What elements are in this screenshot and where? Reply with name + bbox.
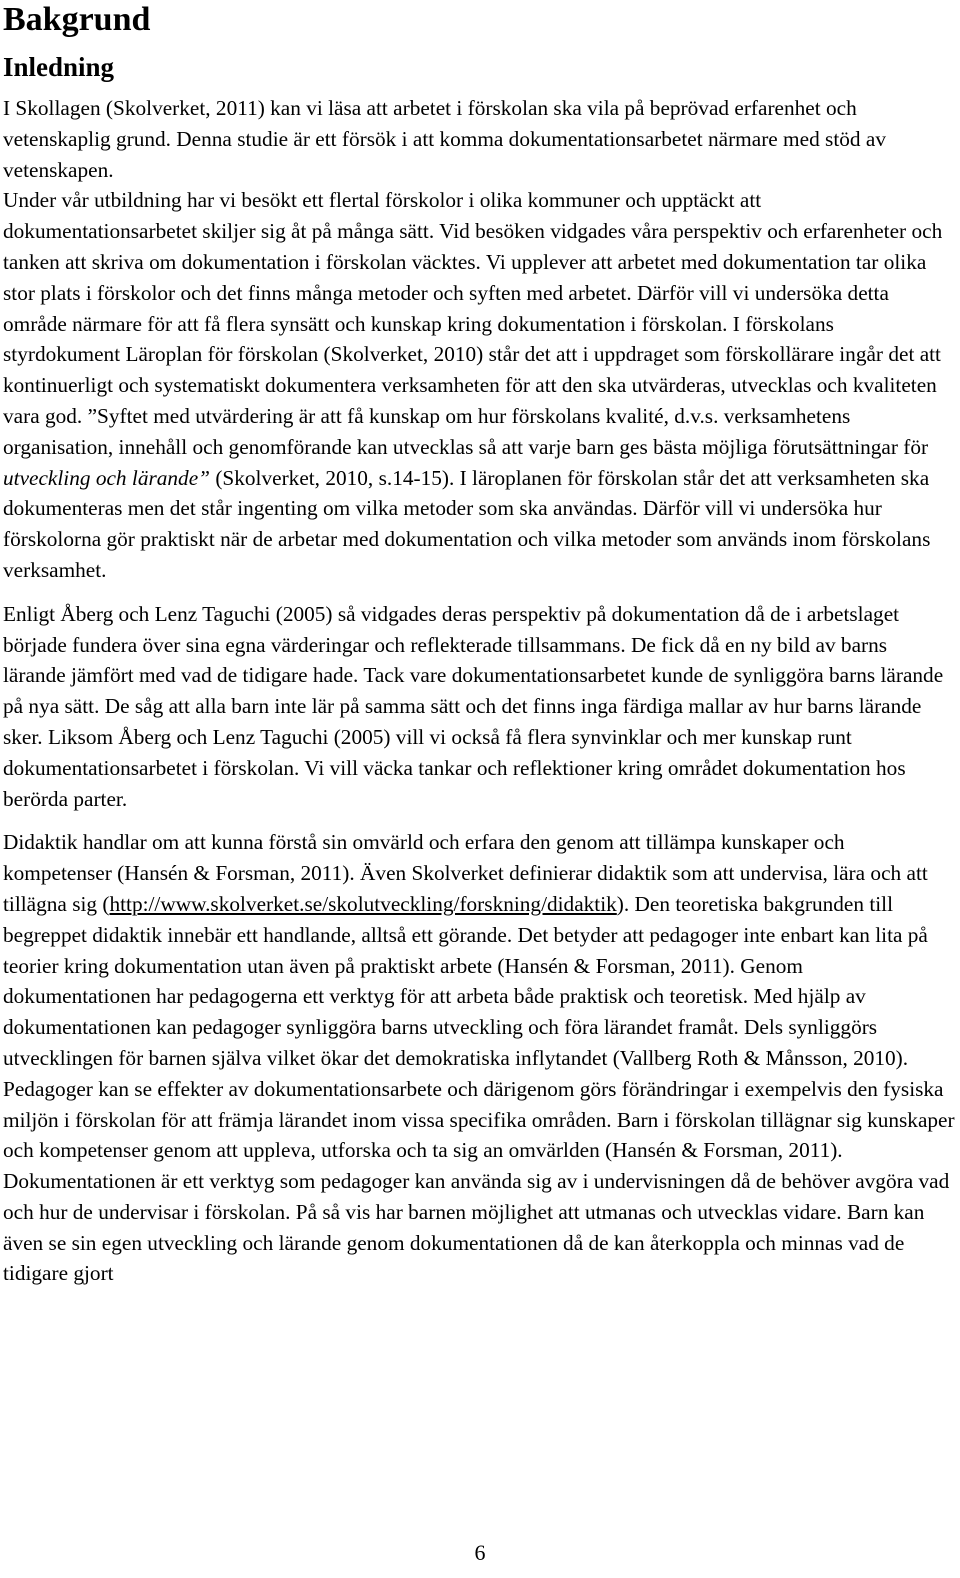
paragraph-background [3, 185, 955, 585]
quote-italic: utveckling och lärande” [3, 465, 210, 490]
section-heading: Inledning [3, 52, 115, 82]
paragraph-intro: I Skollagen (Skolverket, 2011) kan vi läsa att arbetet i förskolan ska vila på beprövad erfarenhet och vetenskaplig grund. Denna studie är ett försök i att komma dokumentationsarbetet närmare med stöd av vetenskapen. [3, 96, 886, 182]
document-title: Bakgrund [3, 1, 151, 38]
skolverket-link[interactable]: http://www.skolverket.se/skolutveckling/forskning/didaktik [109, 891, 617, 916]
paragraph-background-text-1: Under vår utbildning har vi besökt ett flertal förskolor i olika kommuner och upptäckt att dokumentationsarbetet skiljer sig åt på många sätt. Vid besöken vidgades våra perspektiv och erfarenheter och tanken att skriva om dokumentation i förskolan väcktes. Vi upplever att arbetet med dokumentation tar olika stor plats i förskolor och det finns många metoder och syften med arbetet. Därför vill vi undersöka detta område närmare för att få flera synsätt och kunskap kring dokumentation i förskolan. I förskolans styrdokument Läroplan för förskolan (Skolverket, 2010) står det att i uppdraget som förskollärare ingår det att kontinuerligt och systematiskt dokumentera verksamheten för att den ska utvärderas, utvecklas och kvaliteten vara god. ”Syftet med utvärdering är att få kunskap om hur förskolans kvalité, d.v.s. verksamhetens organisation, innehåll och genomförande kan utvecklas så att varje barn ges bästa möjliga förutsättningar för [3, 188, 943, 459]
page-number: 6 [474, 1540, 486, 1565]
paragraph-didaktik-text-1: Didaktik handlar om att kunna förstå sin omvärld och erfara den genom att tillämpa kunskaper och kompetenser (Hansén & Forsman, 2011). Även Skolverket definierar didaktik som att undervisa, lära och att tillägna sig ( [3, 830, 928, 916]
paragraph-didaktik [3, 827, 955, 1289]
paragraph-aberg: Enligt Åberg och Lenz Taguchi (2005) så vidgades deras perspektiv på dokumentation då de i arbetslaget började fundera över sina egna värderingar och reflekterade tillsammans. De fick då en ny bild av barns lärande jämfört med vad de tidigare hade. Tack vare dokumentationsarbetet kunde de synliggöra barns lärande på nya sätt. De såg att alla barn inte lär på samma sätt och det finns inga färdiga mallar av hur barns lärande sker. Liksom Åberg och Lenz Taguchi (2005) vill vi också få flera synvinklar och mer kunskap runt dokumentationsarbetet i förskolan. Vi vill väcka tankar och reflektioner kring området dokumentation hos berörda parter. [3, 601, 944, 811]
paragraph-background-text-2: (Skolverket, 2010, s.14-15). I läroplanen för förskolan står det att verksamheten ska dokumenteras men det står ingenting om vilka metoder som ska användas. Därför vill vi undersöka hur förskolorna gör praktiskt när de arbetar med dokumentation och vilka metoder som används inom förskolans verksamhet. [3, 465, 931, 582]
document-page [3, 0, 955, 1289]
paragraph-didaktik-text-2: ). Den teoretiska bakgrunden till begreppet didaktik innebär ett handlande, alltså ett görande. Det betyder att pedagoger inte enbart kan lita på teorier kring dokumentation utan även på praktiskt arbete (Hansén & Forsman, 2011). Genom dokumentationen har pedagogerna ett verktyg för att arbeta både praktisk och teoretisk. Med hjälp av dokumentationen kan pedagoger synliggöra barns utveckling och föra lärandet framåt. Dels synliggörs utvecklingen för barnen själva vilket ökar det demokratiska inflytandet (Vallberg Roth & Månsson, 2010). Pedagoger kan se effekter av dokumentationsarbete och därigenom görs förändringar i exempelvis den fysiska miljön i förskolan för att främja lärandet inom vissa specifika områden. Barn i förskolan tillägnar sig kunskaper och kompetenser genom att uppleva, utforska och ta sig an omvärlden (Hansén & Forsman, 2011). Dokumentationen är ett verktyg som pedagoger kan använda sig av i undervisningen då de behöver avgöra vad och hur de undervisar i förskolan. På så vis har barnen möjlighet att utmanas och utvecklas vidare. Barn kan även se sin egen utveckling och lärande genom dokumentationen då de kan återkoppla och minnas vad de tidigare gjort [3, 891, 955, 1286]
